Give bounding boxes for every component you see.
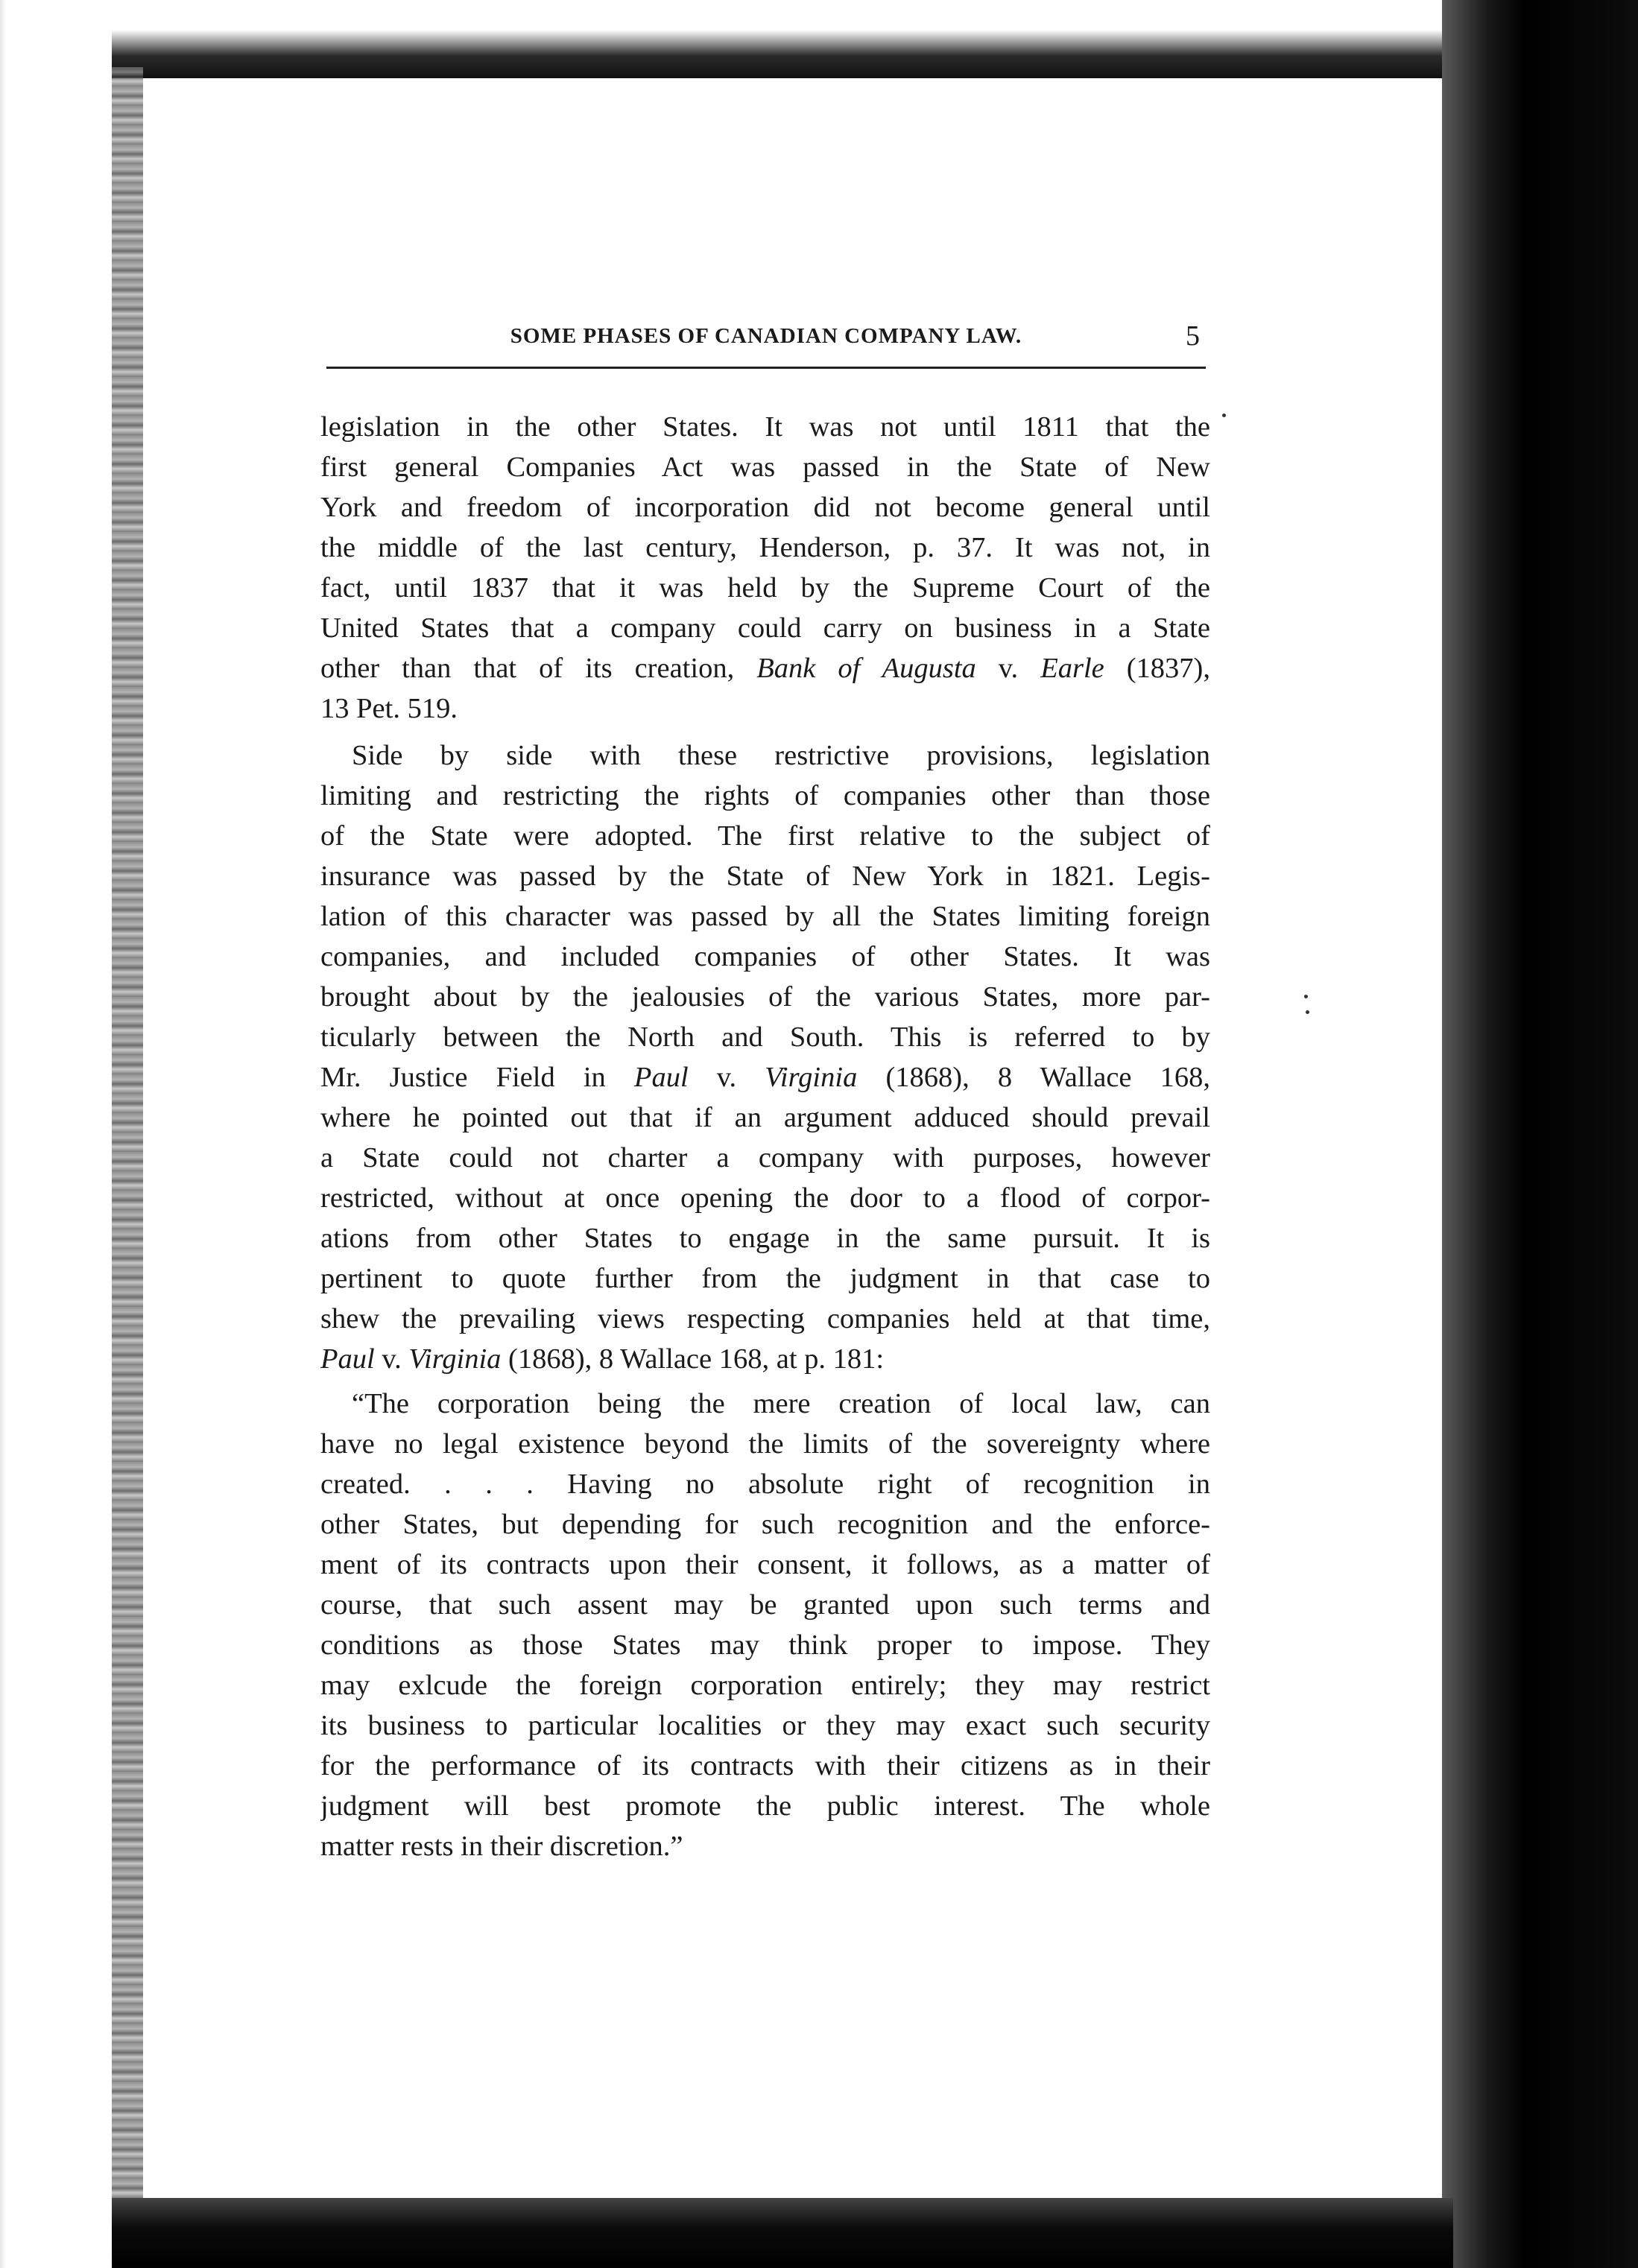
text-segment: restricted, without at once opening the door to a flood of corpor- bbox=[320, 1182, 1210, 1214]
paragraph-2 bbox=[320, 735, 1210, 1379]
text-line bbox=[320, 1665, 1210, 1705]
text-segment: its business to particular localities or they may exact such security bbox=[320, 1710, 1210, 1741]
text-segment: the middle of the last century, Henderson, p. 37. It was not, in bbox=[320, 532, 1210, 563]
text-line bbox=[320, 1097, 1210, 1138]
scan-right-shadow bbox=[1442, 0, 1638, 2268]
text-segment: course, that such assent may be granted upon such terms and bbox=[320, 1589, 1210, 1621]
text-line bbox=[320, 1625, 1210, 1665]
text-segment: where he pointed out that if an argument adduced should prevail bbox=[320, 1102, 1210, 1133]
text-line bbox=[320, 1826, 1210, 1866]
text-line bbox=[320, 937, 1210, 977]
case-name-italic: Paul bbox=[633, 1062, 689, 1093]
text-line bbox=[320, 1746, 1210, 1786]
scan-speck bbox=[1222, 414, 1226, 417]
text-line bbox=[320, 1384, 1210, 1424]
text-line bbox=[320, 896, 1210, 937]
text-segment: (1868), 8 Wallace 168, at p. 181: bbox=[501, 1343, 885, 1375]
text-segment: ations from other States to engage in the same pursuit. It is bbox=[320, 1223, 1210, 1254]
scan-top-shadow bbox=[112, 0, 1528, 78]
text-segment: matter rests in their discretion.” bbox=[320, 1831, 683, 1862]
text-line bbox=[320, 648, 1210, 688]
text-segment: Mr. Justice Field in bbox=[320, 1062, 634, 1093]
scan-speck bbox=[1304, 995, 1308, 998]
text-line bbox=[320, 1017, 1210, 1057]
text-line bbox=[320, 407, 1210, 447]
text-segment: pertinent to quote further from the judgment in that case to bbox=[320, 1263, 1210, 1294]
text-segment: created. . . . Having no absolute right of recognition in bbox=[320, 1469, 1210, 1500]
text-line bbox=[320, 776, 1210, 816]
text-line bbox=[320, 608, 1210, 648]
text-line bbox=[320, 816, 1210, 856]
case-name-italic: Bank of Augusta bbox=[756, 653, 976, 684]
running-title: SOME PHASES OF CANADIAN COMPANY LAW. bbox=[510, 324, 1022, 348]
text-segment: v. bbox=[975, 653, 1041, 684]
text-segment: York and freedom of incorporation did not become general until bbox=[320, 492, 1210, 523]
text-segment: judgment will best promote the public interest. The whole bbox=[320, 1790, 1210, 1822]
text-line bbox=[320, 688, 1210, 729]
text-segment: insurance was passed by the State of New York in 1821. Legis- bbox=[320, 861, 1210, 892]
text-segment: of the State were adopted. The first relative to the subject of bbox=[320, 820, 1210, 852]
text-segment: (1868), 8 Wallace 168, bbox=[857, 1062, 1210, 1093]
text-segment: v. bbox=[688, 1062, 765, 1093]
running-head bbox=[326, 319, 1206, 369]
text-segment: (1837), bbox=[1104, 653, 1210, 684]
text-line bbox=[320, 1339, 1210, 1379]
text-line bbox=[320, 1705, 1210, 1746]
text-segment: limiting and restricting the rights of companies other than those bbox=[320, 780, 1210, 811]
text-line bbox=[320, 568, 1210, 608]
paragraph-3-quotation bbox=[320, 1384, 1210, 1866]
text-line bbox=[320, 1299, 1210, 1339]
case-name-italic: Paul bbox=[320, 1343, 375, 1375]
text-segment: first general Companies Act was passed in the State of New bbox=[320, 452, 1210, 483]
text-segment: for the performance of its contracts with their citizens as in their bbox=[320, 1750, 1210, 1781]
text-line bbox=[320, 1218, 1210, 1258]
text-line bbox=[320, 1504, 1210, 1545]
text-segment: 13 Pet. 519. bbox=[320, 693, 458, 724]
text-line bbox=[320, 1138, 1210, 1178]
paragraph-1 bbox=[320, 407, 1210, 729]
text-line bbox=[320, 1057, 1210, 1097]
case-name-italic: Virginia bbox=[408, 1343, 502, 1375]
text-segment: fact, until 1837 that it was held by the Supreme Court of the bbox=[320, 572, 1210, 604]
text-segment: Side by side with these restrictive provisions, legislation bbox=[352, 740, 1210, 771]
case-name-italic: Virginia bbox=[765, 1062, 858, 1093]
text-segment: United States that a company could carry on business in a State bbox=[320, 612, 1210, 644]
text-segment: v. bbox=[374, 1343, 409, 1375]
scan-edge bbox=[0, 0, 6, 2268]
book-binding bbox=[112, 67, 143, 2213]
text-line bbox=[320, 528, 1210, 568]
case-name-italic: Earle bbox=[1040, 653, 1104, 684]
text-segment: lation of this character was passed by all the States limiting foreign bbox=[320, 901, 1210, 932]
text-segment: conditions as those States may think proper to impose. They bbox=[320, 1629, 1210, 1661]
text-line bbox=[320, 1545, 1210, 1585]
text-line bbox=[320, 1585, 1210, 1625]
text-line bbox=[320, 1464, 1210, 1504]
text-segment: a State could not charter a company with purposes, however bbox=[320, 1142, 1210, 1173]
text-segment: ticularly between the North and South. This is referred to by bbox=[320, 1021, 1210, 1053]
text-line bbox=[320, 856, 1210, 896]
text-line bbox=[320, 1424, 1210, 1464]
text-line bbox=[320, 1178, 1210, 1218]
text-segment: may exlcude the foreign corporation entirely; they may restrict bbox=[320, 1670, 1210, 1701]
text-line bbox=[320, 735, 1210, 776]
text-segment: have no legal existence beyond the limits of the sovereignty where bbox=[320, 1428, 1210, 1460]
text-line bbox=[320, 487, 1210, 528]
page-number: 5 bbox=[1186, 320, 1200, 352]
text-segment: legislation in the other States. It was not until 1811 that the bbox=[320, 411, 1210, 443]
scan-bottom-shadow bbox=[112, 2198, 1453, 2268]
text-line bbox=[320, 1258, 1210, 1299]
scan-speck bbox=[1306, 1010, 1309, 1014]
text-line bbox=[320, 1786, 1210, 1826]
text-segment: shew the prevailing views respecting companies held at that time, bbox=[320, 1303, 1210, 1334]
text-segment: brought about by the jealousies of the various States, more par- bbox=[320, 981, 1210, 1013]
text-segment: other States, but depending for such recognition and the enforce- bbox=[320, 1509, 1210, 1540]
text-segment: companies, and included companies of other States. It was bbox=[320, 941, 1210, 972]
text-segment: “The corporation being the mere creation of local law, can bbox=[352, 1388, 1210, 1419]
text-line bbox=[320, 447, 1210, 487]
text-line bbox=[320, 977, 1210, 1017]
text-segment: other than that of its creation, bbox=[320, 653, 757, 684]
text-segment: ment of its contracts upon their consent, it follows, as a matter of bbox=[320, 1549, 1210, 1580]
